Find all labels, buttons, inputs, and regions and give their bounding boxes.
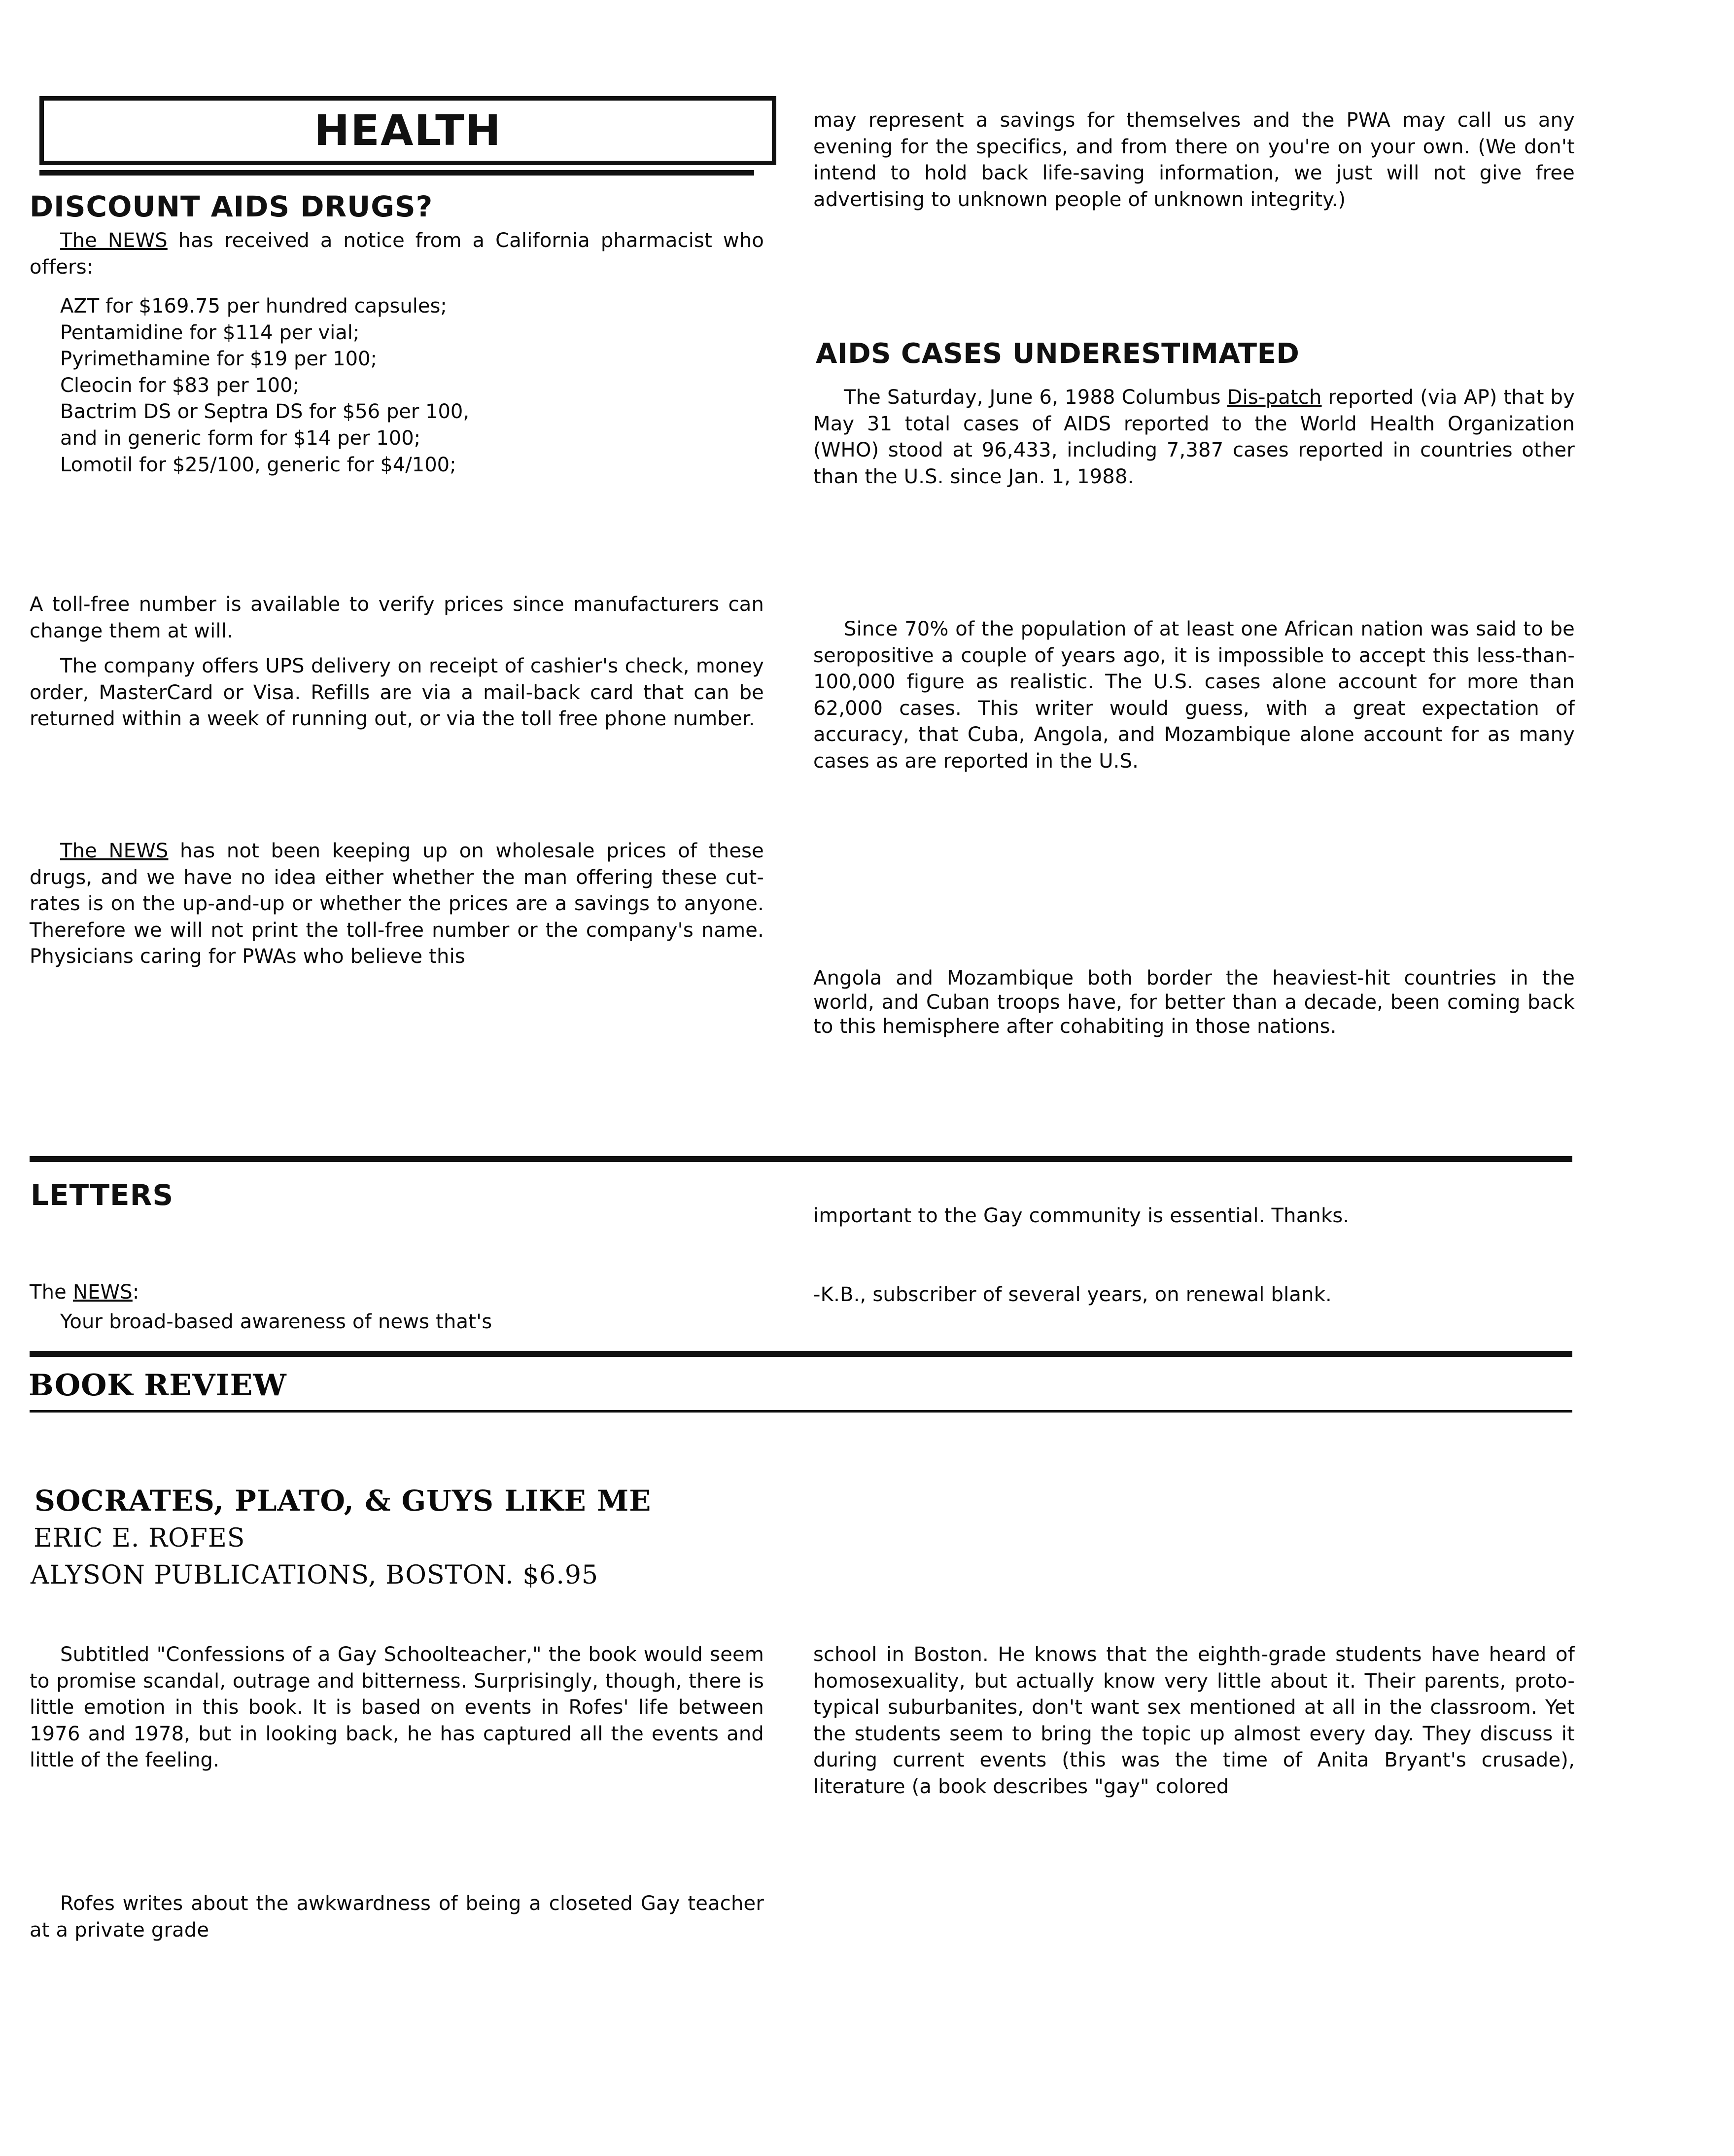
list-item: Bactrim DS or Septra DS for $56 per 100, [60, 400, 470, 424]
letters-salutation-text [30, 1279, 764, 1306]
underest-p1-a: The Saturday, June 6, 1988 Columbus [844, 386, 1227, 409]
discount-article-para4 [30, 838, 764, 970]
letters-body-left-text: Your broad-based awareness of news that's [60, 1310, 492, 1333]
underestimated-para-3 [813, 966, 1575, 1038]
book-title: SOCRATES, PLATO, & GUYS LIKE ME [35, 1484, 652, 1518]
discount-para-4 [30, 838, 764, 970]
news-reference-3: NEWS [72, 1281, 133, 1304]
list-item: and in generic form for $14 per 100; [60, 426, 421, 450]
heading-aids-cases-underestimated: AIDS CASES UNDERESTIMATED [816, 338, 1300, 370]
health-masthead-title: HEALTH [314, 106, 502, 155]
book-review-left-para-2 [30, 1891, 764, 1944]
drug-price-list-items [30, 293, 764, 478]
discount-article-para3 [30, 653, 764, 733]
dispatch-reference-2: patch [1265, 386, 1322, 409]
letters-sal-b: : [132, 1281, 139, 1304]
list-item: AZT for $169.75 per hundred capsules; [60, 295, 447, 318]
letters-body-right [813, 1203, 1575, 1230]
discount-para-3: The company offers UPS delivery on receipt of cashier's check, money order, MasterCard or Visa. Refills are via a mail-back card that can be returned within a week of running out, or via the toll free phone number. [30, 655, 764, 731]
letters-body-left [30, 1309, 764, 1336]
letters-signature [813, 1282, 1575, 1308]
book-review-left-para-1-text: Subtitled "Confessions of a Gay Schoolteacher," the book would seem to promise scandal, outrage and bitterness. Surprisingly, though, there is little emotion in this book. It is based on events in Rofes' life between 1976 and 1978, but in looking back, he has captured all the events and little of the feeling. [30, 1643, 764, 1772]
underestimated-para-2 [813, 616, 1575, 775]
book-review-left-para-2-text: Rofes writes about the awkwardness of being a closeted Gay teacher at a private grade [30, 1892, 764, 1942]
section-divider-letters [30, 1351, 1572, 1357]
book-author: ERIC E. ROFES [34, 1523, 245, 1553]
dispatch-reference-1: Dis- [1227, 386, 1266, 409]
book-review-left-para-1 [30, 1642, 764, 1774]
discount-article-intro [30, 228, 764, 281]
news-reference-2: The NEWS [60, 840, 169, 862]
heading-book-review: BOOK REVIEW [29, 1368, 287, 1403]
discount-article-continuation [813, 107, 1575, 213]
list-item: Pentamidine for $114 per vial; [60, 321, 360, 344]
section-divider-book-review [30, 1410, 1572, 1413]
discount-para-1-rest: has received a notice from a California pharmacist who offers: [30, 229, 764, 279]
underestimated-para-3-text: Angola and Mozambique both border the heaviest-hit countries in the world, and Cuban troops have, for better than a decade, been coming back to this hemisphere after cohabiting in those nations. [813, 967, 1575, 1038]
section-divider-health [30, 1156, 1572, 1162]
discount-para-4-continued: may represent a savings for themselves and the PWA may call us any evening for the specifics, and from there on you're on your own. (We don't intend to hold back life-saving information, we just will not give free advertising to unknown people of unknown integrity.) [813, 109, 1575, 211]
letters-salutation [30, 1279, 764, 1306]
letters-signature-text: -K.B., subscriber of several years, on renewal blank. [813, 1283, 1332, 1306]
list-item: Pyrimethamine for $19 per 100; [60, 348, 377, 371]
news-reference: The NEWS [60, 229, 168, 252]
underestimated-para-2-text: Since 70% of the population of at least one African nation was said to be seropositive a couple of years ago, it is impossible to accept this less-than-100,000 figure as realistic. The U.S. cases alone account for more than 62,000 cases. This writer would guess, with a great expectation of accuracy, that Cuba, Angola, and Mozambique alone account for as many cases as are reported in the U.S. [813, 618, 1575, 773]
underestimated-para-1 [813, 385, 1575, 490]
letters-body-right-text: important to the Gay community is essential. Thanks. [813, 1204, 1350, 1227]
list-item: Lomotil for $25/100, generic for $4/100; [60, 453, 456, 476]
health-masthead-rule [39, 170, 754, 176]
drug-price-list [30, 293, 764, 478]
list-item: Cleocin for $83 per 100; [60, 374, 300, 397]
underest-p1-b: reported (via AP) that by May 31 total cases of AIDS reported to the World Health Organization (WHO) stood at 96,433, including 7,387 cases reported in countries other than the U.S. since Jan. 1, 1988. [813, 386, 1575, 488]
discount-article-para2 [30, 592, 764, 644]
discount-para-2: A toll-free number is available to verify prices since manufacturers can change them at will. [30, 593, 764, 642]
underestimated-para-1-text [813, 385, 1575, 490]
book-publisher: ALYSON PUBLICATIONS, BOSTON. $6.95 [31, 1560, 599, 1590]
discount-para-1 [30, 228, 764, 281]
heading-discount-aids-drugs: DISCOUNT AIDS DRUGS? [30, 190, 433, 223]
book-review-right-para-1 [813, 1642, 1575, 1801]
discount-para-4-rest: has not been keeping up on wholesale prices of these drugs, and we have no idea either whether the man offering these cut-rates is on the up-and-up or whether the prices are a savings to anyone. Therefore we will not print the toll-free number or the company's name. Physicians caring for PWAs who believe this [30, 840, 764, 968]
heading-letters: LETTERS [31, 1178, 174, 1212]
health-masthead-box [39, 96, 776, 165]
letters-sal-a: The [30, 1281, 73, 1304]
book-review-right-para-1-text: school in Boston. He knows that the eighth-grade students have heard of homosexuality, but actually know very little about it. Their parents, proto-typical suburbanites, don't want sex mentioned at all in the classroom. Yet the students seem to bring the topic up almost every day. They discuss it during current events (this was the time of Anita Bryant's crusade), literature (a book describes "gay" colored [813, 1643, 1575, 1798]
